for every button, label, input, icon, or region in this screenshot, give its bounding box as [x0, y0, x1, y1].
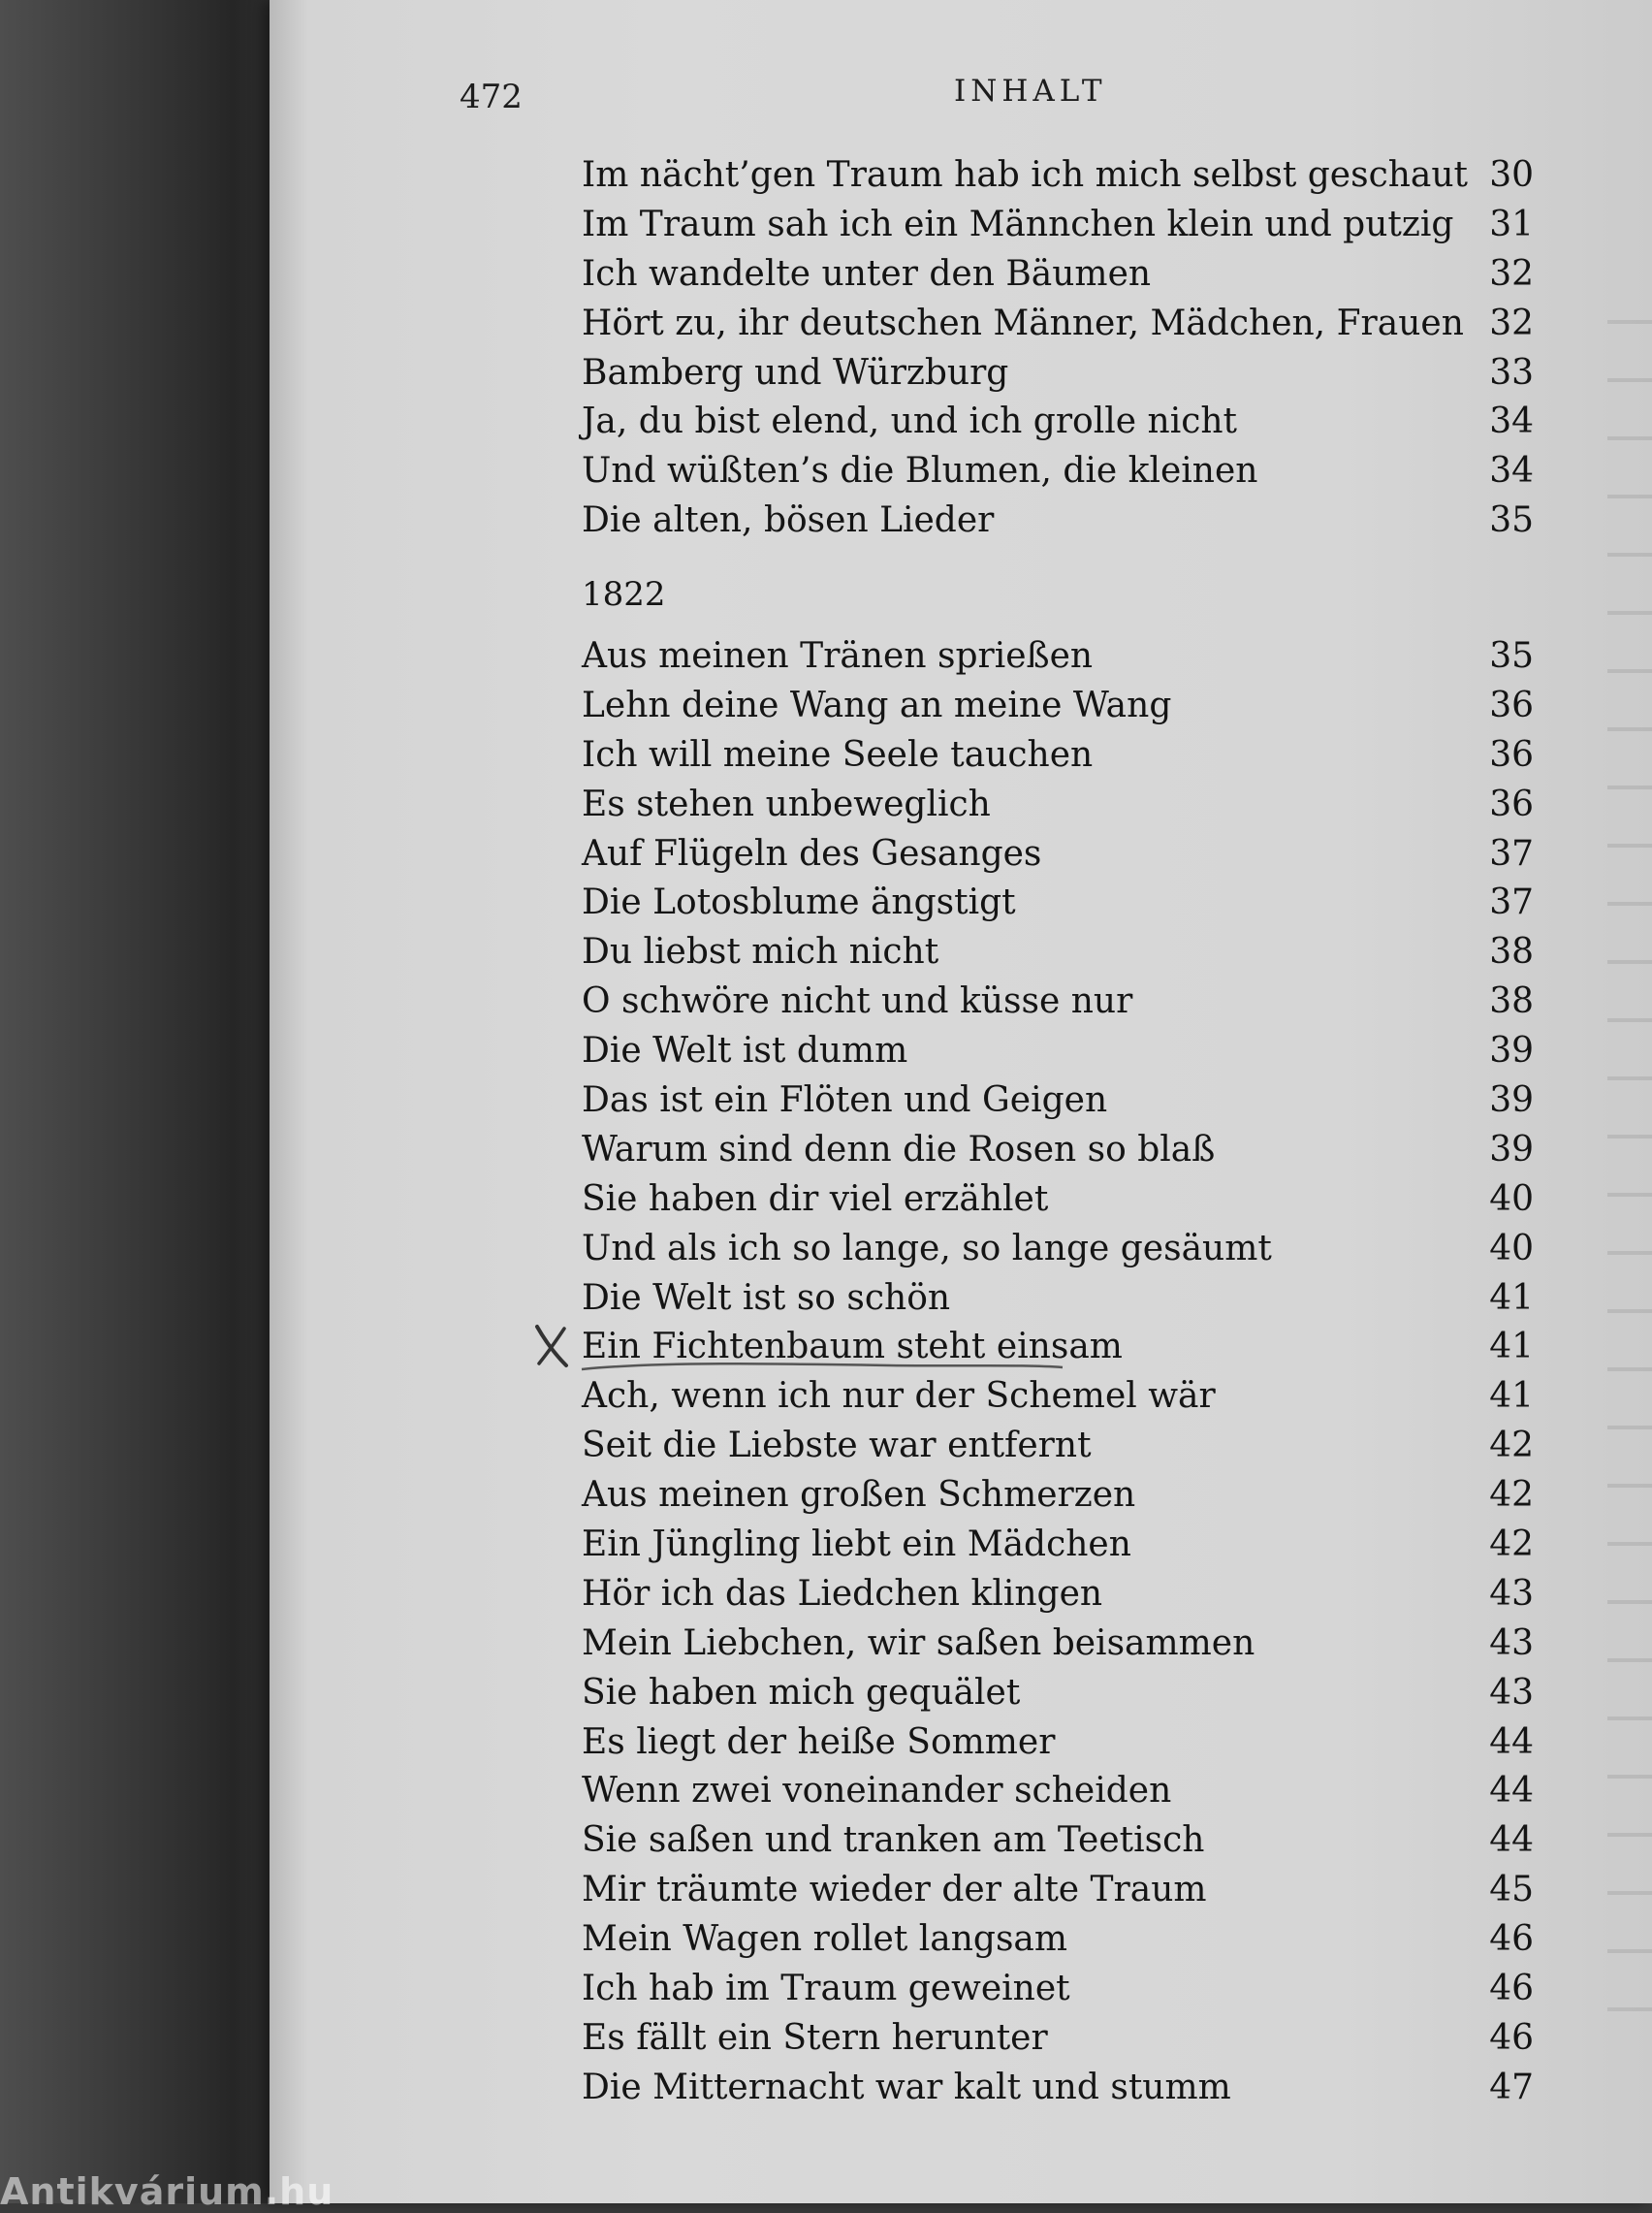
toc-entry-page-number: 36	[1489, 734, 1534, 775]
toc-entry-title: Im Traum sah ich ein Männchen klein und putzig	[582, 204, 1454, 244]
toc-entry-title: Im nächt’gen Traum hab ich mich selbst geschaut	[582, 155, 1469, 195]
toc-entry-page-number: 44	[1489, 1771, 1534, 1812]
toc-entry	[582, 349, 1534, 399]
toc-entry-title: Es fällt ein Stern herunter	[582, 2017, 1048, 2058]
toc-entry-page-number: 43	[1489, 1622, 1534, 1663]
toc-entry-title: Aus meinen großen Schmerzen	[582, 1475, 1136, 1516]
toc-entry-title: Seit die Liebste war entfernt	[582, 1426, 1092, 1466]
toc-entry-title: Hört zu, ihr deutschen Männer, Mädchen, Frauen	[582, 303, 1464, 343]
toc-entry	[582, 781, 1534, 830]
toc-entry-title: O schwöre nicht und küsse nur	[582, 981, 1133, 1022]
toc-entry-title: Die alten, bösen Lieder	[582, 500, 995, 541]
toc-entry-page-number: 44	[1489, 1820, 1534, 1861]
toc-entry-title: Mein Wagen rollet langsam	[582, 1919, 1068, 1960]
toc-entry	[582, 497, 1534, 546]
toc-entry	[582, 1767, 1534, 1816]
toc-entry-page-number: 47	[1489, 2067, 1534, 2107]
toc-entry-title: Ich hab im Traum geweinet	[582, 1969, 1070, 2009]
toc-entry	[582, 1570, 1534, 1620]
toc-entry	[582, 1471, 1534, 1521]
toc-entry	[582, 1175, 1534, 1225]
toc-entry	[582, 447, 1534, 497]
toc-entry	[582, 731, 1534, 781]
toc-entry-page-number: 36	[1489, 784, 1534, 824]
toc-entry	[582, 201, 1534, 250]
toc-entry	[582, 1816, 1534, 1866]
toc-entry-title: Sie haben mich gequälet	[582, 1672, 1021, 1713]
toc-entry-page-number: 38	[1489, 981, 1534, 1022]
toc-entry-title: Mein Liebchen, wir saßen beisammen	[582, 1622, 1255, 1663]
toc-entry-page-number: 37	[1489, 833, 1534, 874]
toc-entry-title: Lehn deine Wang an meine Wang	[582, 685, 1172, 725]
toc-entry	[582, 1372, 1534, 1422]
toc-entry	[582, 1620, 1534, 1669]
toc-entry-page-number: 31	[1489, 204, 1534, 244]
book-gutter-shadow	[0, 0, 283, 2203]
toc-entry-page-number: 46	[1489, 2017, 1534, 2058]
toc-entry-title: Sie haben dir viel erzählet	[582, 1178, 1049, 1219]
toc-entry	[582, 879, 1534, 928]
toc-entry	[582, 1274, 1534, 1324]
toc-entry	[582, 1521, 1534, 1570]
toc-entry	[582, 151, 1534, 201]
toc-entry-page-number: 39	[1489, 1080, 1534, 1121]
toc-entry-title: Die Lotosblume ängstigt	[582, 882, 1016, 923]
toc-entry-title: Auf Flügeln des Gesanges	[582, 833, 1042, 874]
toc-entry-title: Hör ich das Liedchen klingen	[582, 1573, 1103, 1614]
toc-entry	[582, 2014, 1534, 2064]
toc-entry	[582, 398, 1534, 447]
running-head: INHALT	[954, 74, 1107, 109]
toc-entry-page-number: 32	[1489, 253, 1534, 294]
toc-entry-page-number: 42	[1489, 1524, 1534, 1565]
toc-entry-page-number: 40	[1489, 1178, 1534, 1219]
toc-entry	[582, 1866, 1534, 1915]
toc-entry	[582, 1027, 1534, 1076]
toc-entry	[582, 1076, 1534, 1126]
toc-entry-page-number: 45	[1489, 1870, 1534, 1910]
toc-entry-page-number: 44	[1489, 1721, 1534, 1762]
pencil-underline-mark	[580, 1358, 1064, 1373]
toc-entry-title: Ich will meine Seele tauchen	[582, 734, 1094, 775]
toc-entry-title: Mir träumte wieder der alte Traum	[582, 1870, 1207, 1910]
toc-entry-page-number: 39	[1489, 1129, 1534, 1170]
toc-entry	[582, 250, 1534, 300]
toc-entry-page-number: 32	[1489, 303, 1534, 343]
toc-entry	[582, 632, 1534, 682]
show-through-text	[1607, 272, 1652, 2114]
toc-entry-page-number: 35	[1489, 636, 1534, 676]
toc-entry-title: Bamberg und Würzburg	[582, 352, 1009, 393]
toc-entry-page-number: 35	[1489, 500, 1534, 541]
toc-entry	[582, 1915, 1534, 1965]
toc-entry-title: Aus meinen Tränen sprießen	[582, 636, 1094, 676]
pencil-x-mark-icon	[531, 1323, 572, 1369]
toc-entry-page-number: 46	[1489, 1969, 1534, 2009]
toc-entry-title: Sie saßen und tranken am Teetisch	[582, 1820, 1205, 1861]
toc-entry-page-number: 33	[1489, 352, 1534, 393]
toc-entry-page-number: 41	[1489, 1376, 1534, 1417]
toc-entry-page-number: 34	[1489, 401, 1534, 442]
toc-entry-page-number: 43	[1489, 1672, 1534, 1713]
toc-entry-page-number: 42	[1489, 1426, 1534, 1466]
toc-entry-title: Es liegt der heiße Sommer	[582, 1721, 1056, 1762]
toc-entry-title: Und als ich so lange, so lange gesäumt	[582, 1228, 1272, 1268]
toc-entry	[582, 300, 1534, 349]
toc-entry	[582, 682, 1534, 731]
toc-entry	[582, 830, 1534, 880]
toc-entry-page-number: 34	[1489, 451, 1534, 492]
toc-entry	[582, 1422, 1534, 1471]
toc-entry-page-number: 40	[1489, 1228, 1534, 1268]
toc-entry-title: Die Welt ist dumm	[582, 1031, 908, 1072]
toc-entry-title: Warum sind denn die Rosen so blaß	[582, 1129, 1216, 1170]
toc-entry	[582, 1126, 1534, 1175]
toc-entry-title: Die Mitternacht war kalt und stumm	[582, 2067, 1231, 2107]
toc-entry-title: Und wüßten’s die Blumen, die kleinen	[582, 451, 1258, 492]
toc-entry-title: Ach, wenn ich nur der Schemel wär	[582, 1376, 1216, 1417]
toc-entry-page-number: 37	[1489, 882, 1534, 923]
toc-entry	[582, 2064, 1534, 2113]
toc-entry-title: Die Welt ist so schön	[582, 1277, 951, 1318]
toc-entry-page-number: 46	[1489, 1919, 1534, 1960]
toc-entry-title: Ein Fichtenbaum steht einsam	[582, 1327, 1123, 1367]
toc-entry-title: Ja, du bist elend, und ich grolle nicht	[582, 401, 1238, 442]
toc-entry	[582, 928, 1534, 978]
toc-entry	[582, 1965, 1534, 2014]
toc-entry-page-number: 43	[1489, 1573, 1534, 1614]
toc-entry-page-number: 38	[1489, 932, 1534, 973]
toc-entry-page-number: 41	[1489, 1277, 1534, 1318]
toc-entry	[582, 1669, 1534, 1718]
toc-entry	[582, 978, 1534, 1027]
toc-entry-title: Ein Jüngling liebt ein Mädchen	[582, 1524, 1131, 1565]
toc-list-before	[582, 151, 1534, 546]
section-heading-year: 1822	[582, 575, 666, 614]
toc-entry-page-number: 36	[1489, 685, 1534, 725]
toc-entry-title: Wenn zwei voneinander scheiden	[582, 1771, 1172, 1812]
toc-entry-title: Ich wandelte unter den Bäumen	[582, 253, 1152, 294]
toc-entry-title: Du liebst mich nicht	[582, 932, 939, 973]
toc-entry-page-number: 42	[1489, 1475, 1534, 1516]
page-number: 472	[460, 78, 523, 116]
toc-entry-page-number: 41	[1489, 1327, 1534, 1367]
toc-entry-page-number: 39	[1489, 1031, 1534, 1072]
toc-entry-page-number: 30	[1489, 155, 1534, 195]
toc-entry-title: Das ist ein Flöten und Geigen	[582, 1080, 1108, 1121]
toc-entry	[582, 1718, 1534, 1768]
toc-entry-title: Es stehen unbeweglich	[582, 784, 991, 824]
watermark-text: Antikvárium.hu	[0, 2170, 334, 2213]
toc-entry	[582, 1225, 1534, 1274]
